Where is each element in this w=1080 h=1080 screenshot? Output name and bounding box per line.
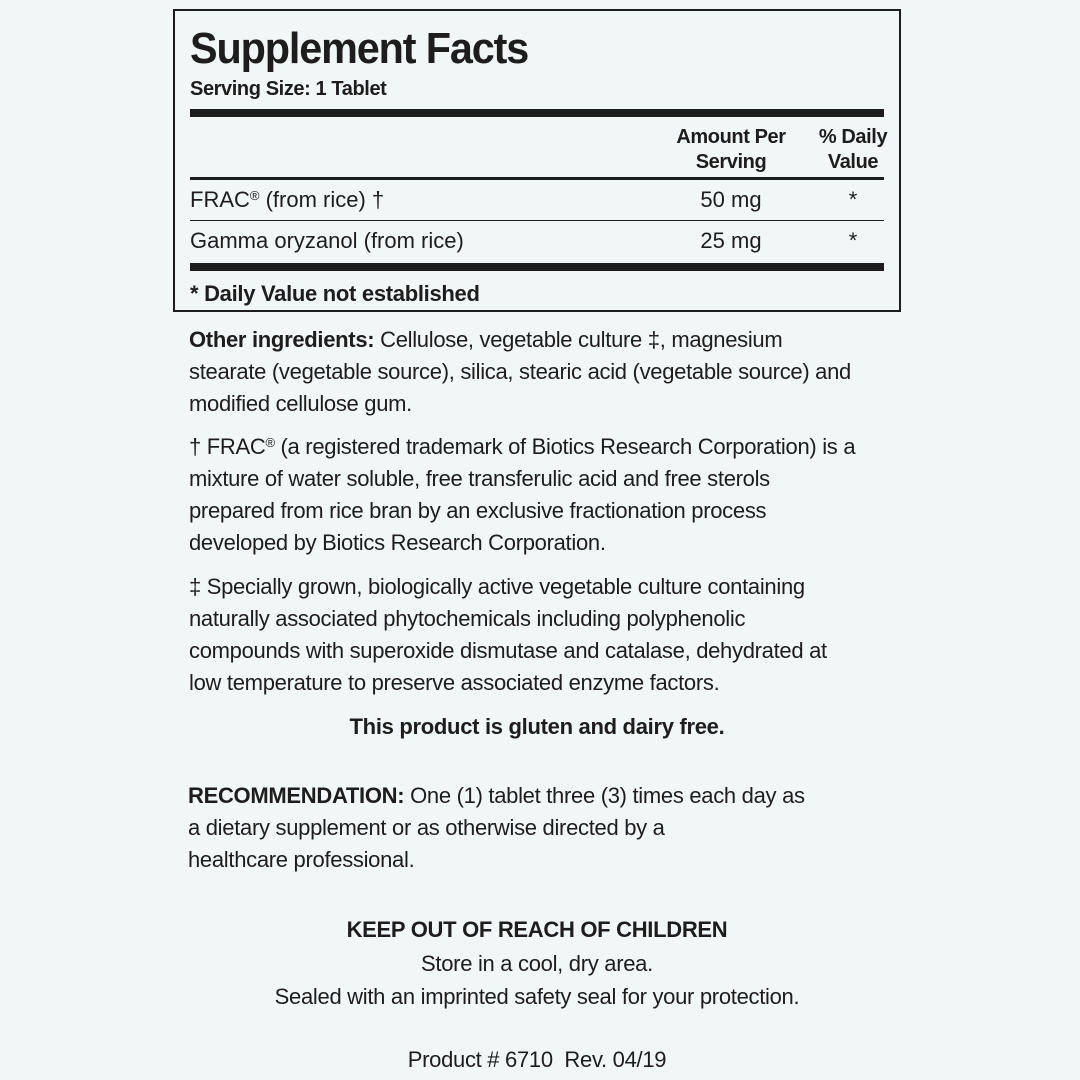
storage-instruction: Store in a cool, dry area.	[421, 951, 653, 976]
safety-seal-note: Sealed with an imprinted safety seal for your protection.	[274, 984, 800, 1009]
recommendation-label: RECOMMENDATION:	[188, 783, 405, 808]
ingredient-amount: 25 mg	[700, 228, 762, 253]
table-row	[190, 180, 884, 220]
daily-value-footnote: * Daily Value not established	[190, 281, 480, 306]
supplement-facts-panel	[173, 9, 901, 312]
ingredient-amount: 50 mg	[700, 187, 762, 212]
recommendation: RECOMMENDATION: One (1) tablet three (3) times each day as a dietary supplement or as otherwise directed by a healthcare professional.	[188, 783, 805, 872]
product-code: Product # 6710 Rev. 04/19	[407, 1047, 667, 1072]
ingredient-daily-value: *	[848, 187, 858, 212]
ingredient-daily-value: *	[848, 228, 858, 253]
culture-note: ‡ Specially grown, biologically active vegetable culture containing naturally associated phytochemicals including polyphenolic compounds with superoxide dismutase and catalase, dehydrated at low temperature to preserve associated enzyme factors.	[189, 574, 827, 695]
other-ingredients: Other ingredients: Cellulose, vegetable culture ‡, magnesium stearate (vegetable source), silica, stearic acid (vegetable source) and modified cellulose gum.	[189, 327, 851, 416]
thick-divider	[190, 263, 884, 271]
gluten-statement: This product is gluten and dairy free.	[349, 714, 725, 739]
frac-note: † FRAC® (a registered trademark of Biotics Research Corporation) is a mixture of water soluble, free transferulic acid and free sterols prepared from rice bran by an exclusive fractionation process developed by Biotics Research Corporation.	[189, 434, 856, 555]
amount-header: Amount Per Serving	[676, 126, 786, 173]
thick-divider	[190, 109, 884, 117]
table-row	[190, 221, 884, 261]
daily-value-header: % Daily Value	[818, 126, 888, 173]
keep-out-warning: KEEP OUT OF REACH OF CHILDREN	[346, 917, 728, 942]
column-header	[190, 117, 888, 177]
serving-size: Serving Size: 1 Tablet	[190, 78, 387, 100]
ingredient-name: Gamma oryzanol (from rice)	[190, 228, 464, 253]
ingredient-name: FRAC® (from rice) †	[190, 187, 385, 212]
other-ingredients-label: Other ingredients:	[189, 327, 375, 352]
panel-title: Supplement Facts	[190, 24, 529, 73]
